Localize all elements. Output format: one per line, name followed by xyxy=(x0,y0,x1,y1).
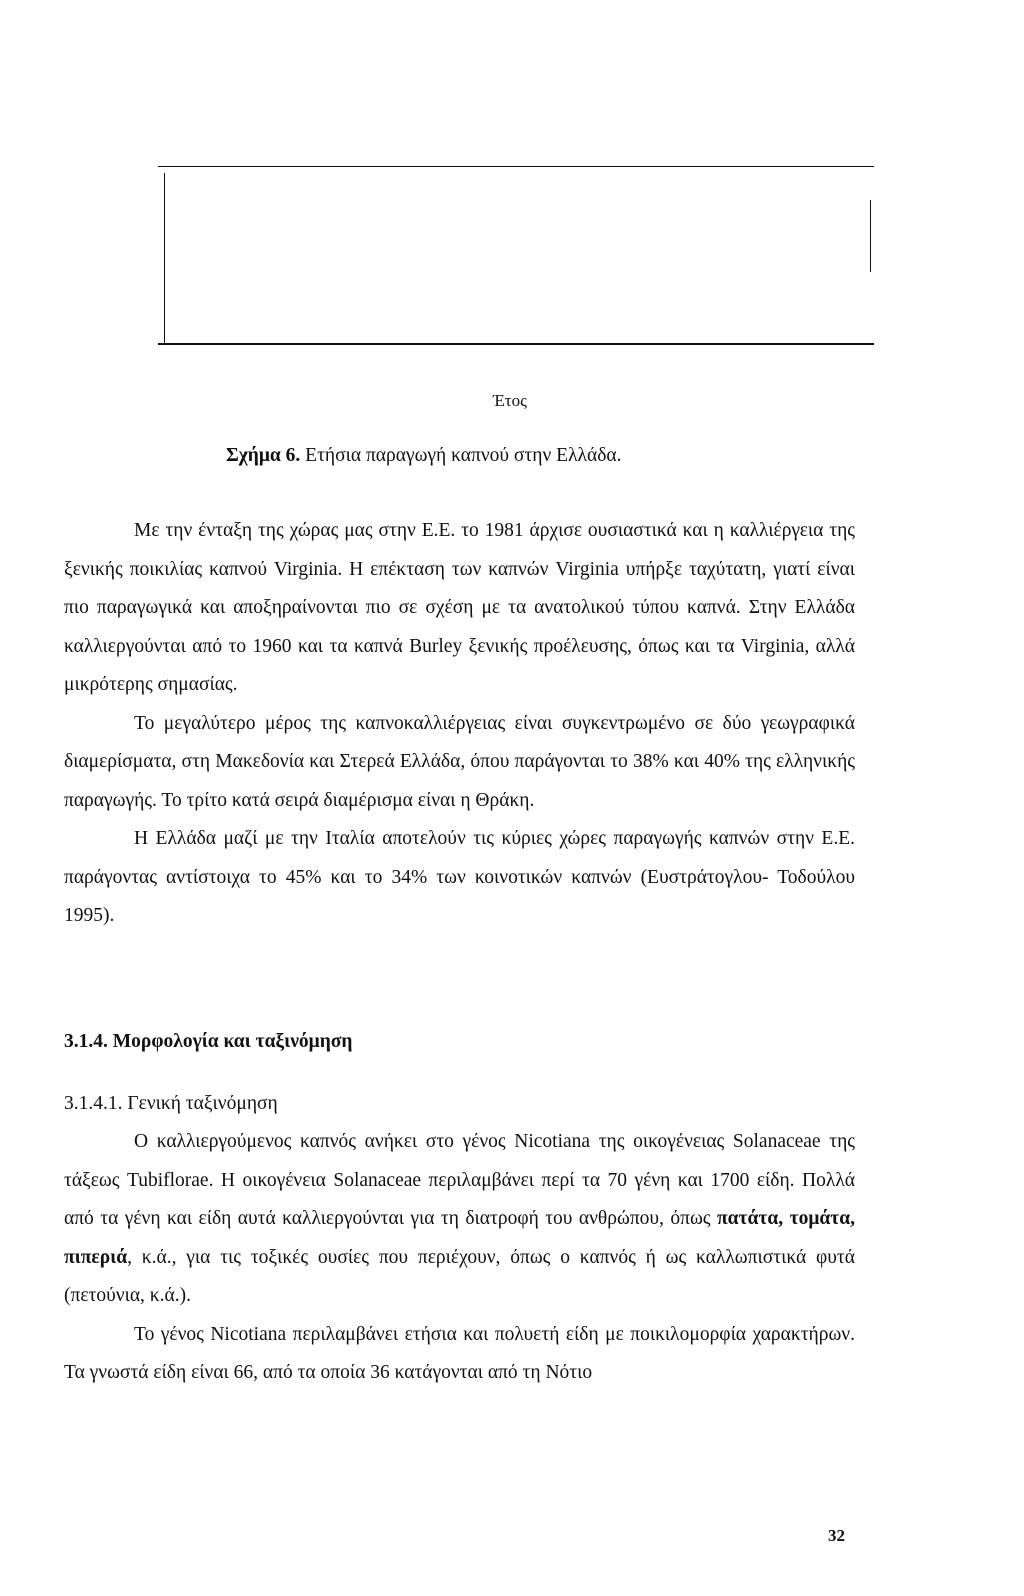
figure-caption-label: Σχήμα 6. xyxy=(226,445,301,466)
figure-right-border xyxy=(870,200,871,272)
figure-top-border xyxy=(158,166,874,167)
page-number: 32 xyxy=(828,1526,845,1545)
paragraph-virginia: Με την ένταξη της χώρας μας στην Ε.Ε. το 1981 άρχισε ουσιαστικά και η καλλιέργεια της ξενικής ποικιλίας καπνού Virginia. Η επέκταση των καπνών Virginia υπήρξε ταχύτατη, γιατί είναι πιο παραγωγικά και αποξηραίνονται πιο σε σχέση με τα ανατολικού τύπου καπνά. Στην Ελλάδα καλλιεργούνται από το 1960 και τα καπνά Burley ξενικής προέλευσης, όπως και τα Virginia, αλλά μικρότερης σημασίας. xyxy=(64,520,855,695)
figure-frame xyxy=(0,0,1024,370)
figure-caption-text: Ετήσια παραγωγή καπνού στην Ελλάδα. xyxy=(300,445,622,466)
paragraph-classification: Ο καλλιεργούμενος καπνός ανήκει στο γένος Nicotiana της οικογένειας Solanaceae της τάξεως Tubiflorae. Η οικογένεια Solanaceae περιλαμβάνει περί τα 70 γένη και 1700 είδη. Πολλά από τα γένη και είδη αυτά καλλιεργούνται για τη διατροφή του ανθρώπου, όπως πατάτα, τομάτα, πιπεριά, κ.ά., για τις τοξικές ουσίες που περιέχουν, όπως ο καπνός ή ως καλλωπιστικά φυτά (πετούνια, κ.ά.). xyxy=(64,1131,856,1306)
figure-x-axis xyxy=(158,343,874,345)
bold-crops: πατάτα, τομάτα, πιπεριά xyxy=(64,1208,856,1268)
body-text xyxy=(64,512,855,936)
paragraph-eu-production: Η Ελλάδα μαζί με την Ιταλία αποτελούν τις κύριες χώρες παραγωγής καπνών στην Ε.Ε. παράγοντας αντίστοιχα το 45% και το 34% των κοινοτικών καπνών (Ευστράτογλου- Τοδούλου 1995). xyxy=(64,828,855,926)
paragraph-nicotiana: Το γένος Nicotiana περιλαμβάνει ετήσια και πολυετή είδη με ποικιλομορφία χαρακτήρων. Τα γνωστά είδη είναι 66, από τα οποία 36 κατάγονται από τη Νότιο xyxy=(64,1323,855,1383)
figure-left-border xyxy=(164,173,165,344)
section-heading: 3.1.4. Μορφολογία και ταξινόμηση xyxy=(64,1031,353,1052)
figure-caption xyxy=(226,445,621,467)
classification-text xyxy=(64,1123,855,1393)
subsection-heading: 3.1.4.1. Γενική ταξινόμηση xyxy=(64,1093,278,1114)
x-axis-label: Έτος xyxy=(493,391,527,410)
paragraph-regions: Το μεγαλύτερο μέρος της καπνοκαλλιέργειας είναι συγκεντρωμένο σε δύο γεωγραφικά διαμερίσματα, στη Μακεδονία και Στερεά Ελλάδα, όπου παράγονται το 38% και 40% της ελληνικής παραγωγής. Το τρίτο κατά σειρά διαμέρισμα είναι η Θράκη. xyxy=(64,712,855,811)
